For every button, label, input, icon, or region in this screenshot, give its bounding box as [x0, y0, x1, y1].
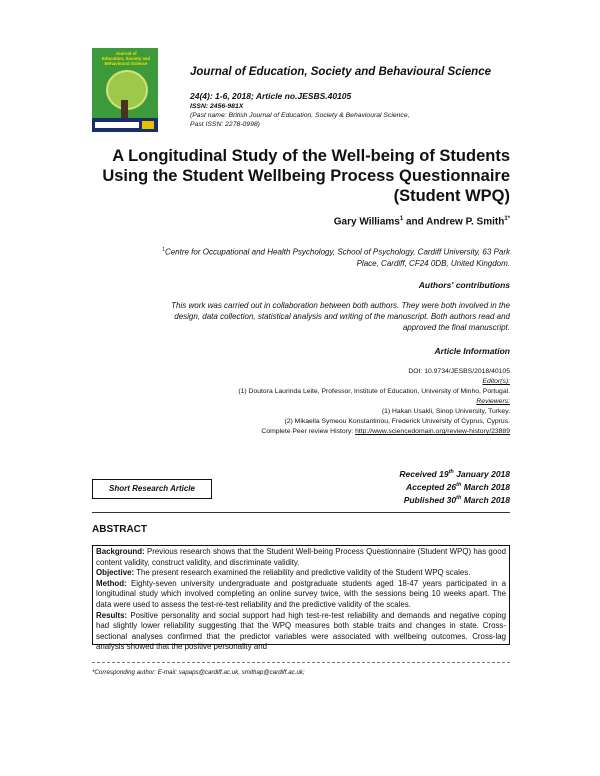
- contributions-line: approved the final manuscript.: [402, 323, 510, 332]
- received-date: [300, 467, 510, 480]
- author-1: Gary Williams: [333, 216, 400, 228]
- author-2-affil: 1*: [504, 216, 510, 222]
- accepted-date-text: Accepted 26: [406, 481, 457, 492]
- journal-past-issn: Past ISSN: 2278-0998): [190, 121, 260, 128]
- publication-dates: [300, 467, 510, 505]
- cover-title-line: Journal of: [115, 51, 137, 56]
- reviewer-entry: (1) Hakan Usakli, Sinop University, Turkey.: [381, 408, 510, 415]
- paper-title: [80, 146, 510, 206]
- article-type-badge: Short Research Article: [92, 479, 212, 499]
- ordinal-suffix: th: [448, 469, 454, 475]
- journal-issn: ISSN: 2456-981X: [190, 103, 244, 110]
- review-history-label: Complete Peer review History:: [261, 428, 356, 435]
- abstract-objective: [96, 568, 506, 579]
- doi: DOI: 10.9734/JESBS/2018/40105: [408, 368, 510, 375]
- reviewers-label: Reviewers:: [476, 398, 510, 405]
- cover-footer-label: [95, 122, 139, 128]
- section-divider: [92, 512, 510, 513]
- background-text: Previous research shows that the Student Well-being Process Questionnaire (Student WPQ) has good content validity, construct validity, and discriminate validity.: [96, 547, 506, 567]
- abstract-method: [96, 579, 506, 611]
- affiliation: [92, 245, 510, 269]
- cover-footer-band: [92, 118, 158, 132]
- author-conjunction: and: [403, 216, 427, 228]
- abstract-results: [96, 611, 506, 653]
- journal-past-name: (Past name: British Journal of Education, Society & Behavioural Science,: [190, 112, 410, 119]
- contributions-line: This work was carried out in collaboration between both authors. They were both involved in the: [171, 301, 510, 310]
- cover-title-line: Education, Society and: [101, 56, 151, 61]
- title-line-2: Using the Student Wellbeing Process Questionnaire: [102, 167, 510, 185]
- article-info-heading: Article Information: [434, 346, 510, 356]
- contributions-text: [110, 300, 510, 333]
- abstract-background: [96, 547, 506, 568]
- cover-title: [98, 51, 154, 66]
- contributions-line: design, data collection, statistical analysis and writing of the manuscript. Both authors read and: [174, 312, 510, 321]
- results-label: Results:: [96, 610, 128, 620]
- author-1-affil: 1: [399, 216, 404, 222]
- corresponding-author-footnote: *Corresponding author: E-mail: sapaps@cardiff.ac.uk, smithap@cardiff.ac.uk;: [92, 669, 305, 676]
- ordinal-suffix: th: [456, 481, 462, 488]
- contributions-heading: Authors' contributions: [418, 280, 510, 290]
- affiliation-marker: 1: [162, 247, 165, 253]
- journal-name: Journal of Education, Society and Behavioural Science: [190, 66, 491, 78]
- review-history-link[interactable]: http://www.sciencedomain.org/review-history/23889: [355, 428, 510, 435]
- published-date-text: Published 30: [403, 494, 457, 505]
- objective-text: The present research examined the reliability and predictive validity of the Student WPQ scales.: [134, 568, 471, 578]
- journal-cover-image: [92, 48, 158, 132]
- editor-entry: (1) Doutora Laurinda Leite, Professor, Institute of Education, University of Minho, Portugal.: [238, 388, 510, 395]
- received-date-text: Received 19: [399, 468, 449, 479]
- title-line-1: A Longitudinal Study of the Well-being of Students: [112, 147, 510, 165]
- affiliation-line-2: Place, Cardiff, CF24 0DB, United Kingdom.: [356, 258, 510, 268]
- abstract-heading: ABSTRACT: [92, 524, 147, 535]
- received-date-month: January 2018: [453, 468, 510, 479]
- author-2: Andrew P. Smith: [426, 216, 505, 228]
- method-label: Method:: [96, 578, 127, 588]
- ordinal-suffix: th: [456, 494, 462, 501]
- reviewer-entry: (2) Mikaella Symeou Konstantinou, Frederick University of Cyprus, Cyprus.: [284, 418, 510, 425]
- cover-footer-badge: [142, 121, 154, 129]
- author-list: [200, 216, 510, 227]
- method-text: Eighty-seven university undergraduate and postgraduate students aged 18-47 years participated in a longitudinal study which involved completing an online survey twice, with the sessions being 10 weeks apart. The data were used to assess the test-re-test reliability and the predictive validity of the scales.: [96, 578, 506, 609]
- editor-label: Editor(s):: [482, 378, 510, 385]
- cover-title-line: Behavioural Science: [104, 61, 148, 66]
- tree-trunk: [121, 100, 128, 118]
- affiliation-line-1: Centre for Occupational and Health Psychology, School of Psychology, Cardiff University, 63 Park: [164, 247, 510, 257]
- published-date-month: March 2018: [461, 494, 510, 505]
- footnote-divider: [92, 662, 510, 663]
- accepted-date: [300, 480, 510, 493]
- title-line-3: (Student WPQ): [393, 187, 510, 205]
- published-date: [300, 493, 510, 506]
- results-text: Positive personality and social support had high test-re-test reliability and demands and negative coping had slightly lower reliability suggesting that the WPQ measures both stable traits and changes in state. Cross-sectional analyses confirmed that the predictor variables were associated with wellbeing outcomes. Cross-lag analysis showed that the positive personality and: [96, 610, 506, 652]
- accepted-date-month: March 2018: [461, 481, 510, 492]
- objective-label: Objective:: [96, 568, 135, 578]
- abstract-box: [92, 545, 510, 652]
- background-label: Background:: [96, 547, 145, 556]
- journal-volume: 24(4): 1-6, 2018; Article no.JESBS.40105: [190, 91, 352, 101]
- article-info: [140, 367, 510, 437]
